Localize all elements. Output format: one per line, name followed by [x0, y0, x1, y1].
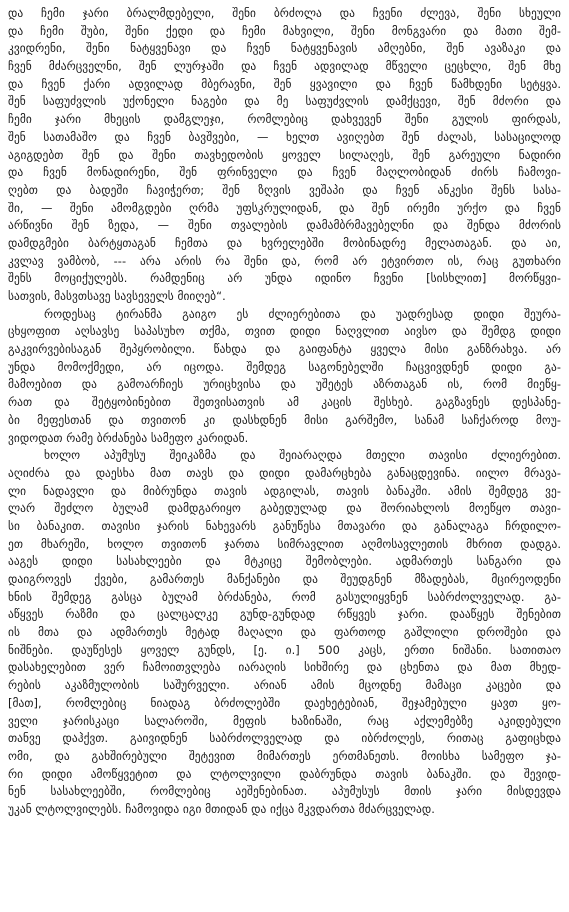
text-line: თანვე დაჰქვთ. გაივიდნენ საბრძოლველად და იბრძოლეს, რითაც გაფიცხდა [8, 731, 561, 746]
text-line: აწყვეს რაზმი და ცალცალკე გუნდ-გუნდად რწყვეს ჯარი. დააწყეს შენებით [8, 607, 561, 622]
text-line: დასახელებით ვერ ჩამოითვლება იარაღის სიხშირე და ცხენთა და მათ მხედ- [8, 660, 561, 675]
text-line: ის მთა და ადმართეს მეტად მაღალი და ფართოდ გაშლილი დროშები და [8, 625, 561, 640]
text-line: შენს მოციქულებს. რამდენიც არ უნდა იდინო ჩვენი [სისხლით] მორწყვი- [8, 271, 561, 286]
text-line: და ჩვენ მონადირენი, შენ ფრინველი და ჩვენ მაღლობიდან ძირს ჩამოვი- [8, 165, 561, 180]
text-line: ბი მეფესთან და თვითონ კი დასხდნენ მისი გარშემო, სანამ საჩქაროდ მოუ- [8, 412, 561, 427]
text-line: კვლავ ვამბობ, --- არა არის რა შენი და, რომ არ ეტვირთო ის, რაც გუთხარი [8, 253, 561, 268]
text-line: სათვის, მასვთსავე სავსეველს მიიღებ“. [8, 289, 226, 303]
text-line: ველი ჯარისკაცი სალაროში, მეფის ხაზინაში, რაც აქლემებზე აკიდებული [8, 713, 561, 728]
text-line: ხნის შემდეგ გასცა ბულამ ბრძანება, რომ გასულიყვნენ საბრძოლველად. გა- [8, 589, 561, 604]
text-line: და ჩემი შუბი, შენი ქედი და ჩემი მახვილი, შენი მონგვარი და მათი შემ- [8, 23, 561, 38]
text-line: ეთ მხარეში, ხოლო თვითონ ჯართა სიმრავლით აღმოსავლეთის მხრით დადგა. [8, 536, 561, 551]
text-line: როდესაც ტირანმა გაიგო ეს ძლიერებითა და უადრესად დიდი შეურა- [44, 306, 561, 321]
text-line: აღიძრა და დაესხა მათ თავს და დიდი დამარცხება განაცდევინა. იილო მრავა- [8, 465, 561, 480]
paragraph [8, 5, 561, 306]
text-line: ჩვენ მძარცველნი, შენ ლურჯაში და ჩვენ ადვილად მწველი ცეცხლი, შენ მხე [8, 59, 561, 74]
text-line: სი ბანაკით. თავისი ჯარის ნახევარს განუწესა მთავარი და განალაგა ჩრდილო- [8, 518, 561, 533]
text-line: ნიშნები. დაუწესეს ყოველ გუნდს, [ე. ი.] 500 კაცს, ერთი ნიშანი. სათითაო [8, 642, 561, 657]
text-line: რების აკაზმულობის საშურველი. არიან ამის მცოდნე მამაცი კაცები და [8, 678, 561, 693]
text-line: რათ და შეტყობინებით შეთვისათვის ამ კაცის შესხებ. გაგზავნეს დესპანე- [8, 395, 561, 410]
text-line: ნენ სასახლეებში, რომლებიც აეშენებინათ. აპუმუსუს მთის ჯარი მისდევდა [8, 784, 561, 799]
text-line: შენ სათამაშო და ჩვენ ბავშვები, — ხელთ ავიღებთ შენ ძალას, სასაცილოდ [8, 129, 561, 144]
text-line: გაკვირვებისაგან შეპყრობილი. წახდა და გაიფანტა ყველა მისი განზრახვა. არ [8, 342, 561, 357]
text-line: უნდა მომოქმედი, არ იცოდა. შემდეგ საგონებელში ჩაცვივდნენ დიდი გა- [8, 359, 561, 374]
text-line: ააგეს დიდი სასახლეები და მტკიცე შემობლები. ადმართეს სანგარი და [8, 554, 561, 569]
text-line: არწივნი შენ ზედა, — შენი თვალების დამამბრმავებელნი და შენდა მძორის [8, 218, 561, 233]
text-line: [მათ], რომლებიც ნიადაგ ბრძოლებში დაეხეტებიან, შეჯამებული ყავთ ყო- [8, 695, 561, 710]
text-line: უკან ლტოლვილებს. ჩამოვიდა იგი მთიდან და იქცა მკვდართა მძარცველად. [8, 801, 435, 816]
paragraph [8, 447, 561, 818]
text-line: აგიგდებთ შენ და შენი თავხედობის ყოველ სილაღეს, შენ გარეული ნადირი [8, 147, 561, 162]
text-line: რი დიდი ამოწყვეტით და ლტოლვილი დაბრუნდა თავის ბანაკში. და შევიდ- [8, 766, 561, 781]
text-line: შენ საფუძვლის უქონელი ნაგები და მე საფუძვლის დამქცევი, შენ მძორი და [8, 94, 561, 109]
paragraph [8, 306, 561, 448]
text-line: ომი, და გახშირებული შეტევით მიმართეს ერთმანეთს. მოისხა სამეფო ჯა- [8, 748, 561, 763]
text-line: დაიგროვეს ქვები, გამართეს მანქანები და შეუდგნენ მზადებას, მცირეოდენი [8, 572, 561, 586]
text-line: ვიდოდათ რამე ბრძანება სამეფო კარიდან. [8, 430, 249, 445]
text-line: დამდგმები ბარტყთაგან ჩემთა და ხვრელებში მობინადრე მელათაგან. და აი, [8, 235, 561, 250]
text-line: ღებთ და ბადეში ჩავიჭერთ; შენ ზღვის ვეშაპი და ჩვენ ანკესი შენს სასა- [8, 182, 561, 197]
text-body [8, 5, 561, 819]
text-line: ში, — შენი ამომგდები ღრმა უფსკრულიდან, და შენ ირემი ურქო და ჩვენ [8, 200, 561, 215]
text-line: და ჩემი ჯარი ბრალმდებელი, შენი ბრძოლა და ჩვენი ძლევა, შენი სხეული [8, 6, 561, 20]
text-line: კვიდრენი, შენი ნატყვენავი და ჩვენ ნატყვენავის ამღებნი, შენ ავაზაკი და [8, 41, 561, 56]
text-line: ლარ შეძლო ბულამ დამდგარიყო გაბედულად და შორიახლოს მოეწყო თავი- [8, 501, 561, 516]
text-line: ცხყოფით აღსავსე საპასუხო თქმა, თვით დიდი ნაღვლით აივსო და შემდგ დიდი [8, 324, 561, 339]
text-line: ხოლო აპუმუსუ შეიკაზმა და შეიარაღდა მთელი თავისი ძლიერებით. [44, 448, 561, 463]
text-line: მამოებით და გამოარჩიეს ურიცხვისა და უშეტეს აზრთაგან ის, რომ მიეწყ- [8, 377, 561, 392]
text-line: და ჩვენ ქარი ადვილად მბერავნი, შენ ყვავილი და ჩვენ წამხდენი სეტყვა. [8, 76, 561, 91]
text-line: ჩემი ჯარი მხეცის დამგლეჯი, რომლებიც დახვევენ შენი გულის ფირდას, [8, 112, 561, 127]
text-line: ლი ნადავლი და მიბრუნდა თავის ადგილას, თავის ბანაკში. ამის შემდეგ ვე- [8, 483, 561, 498]
